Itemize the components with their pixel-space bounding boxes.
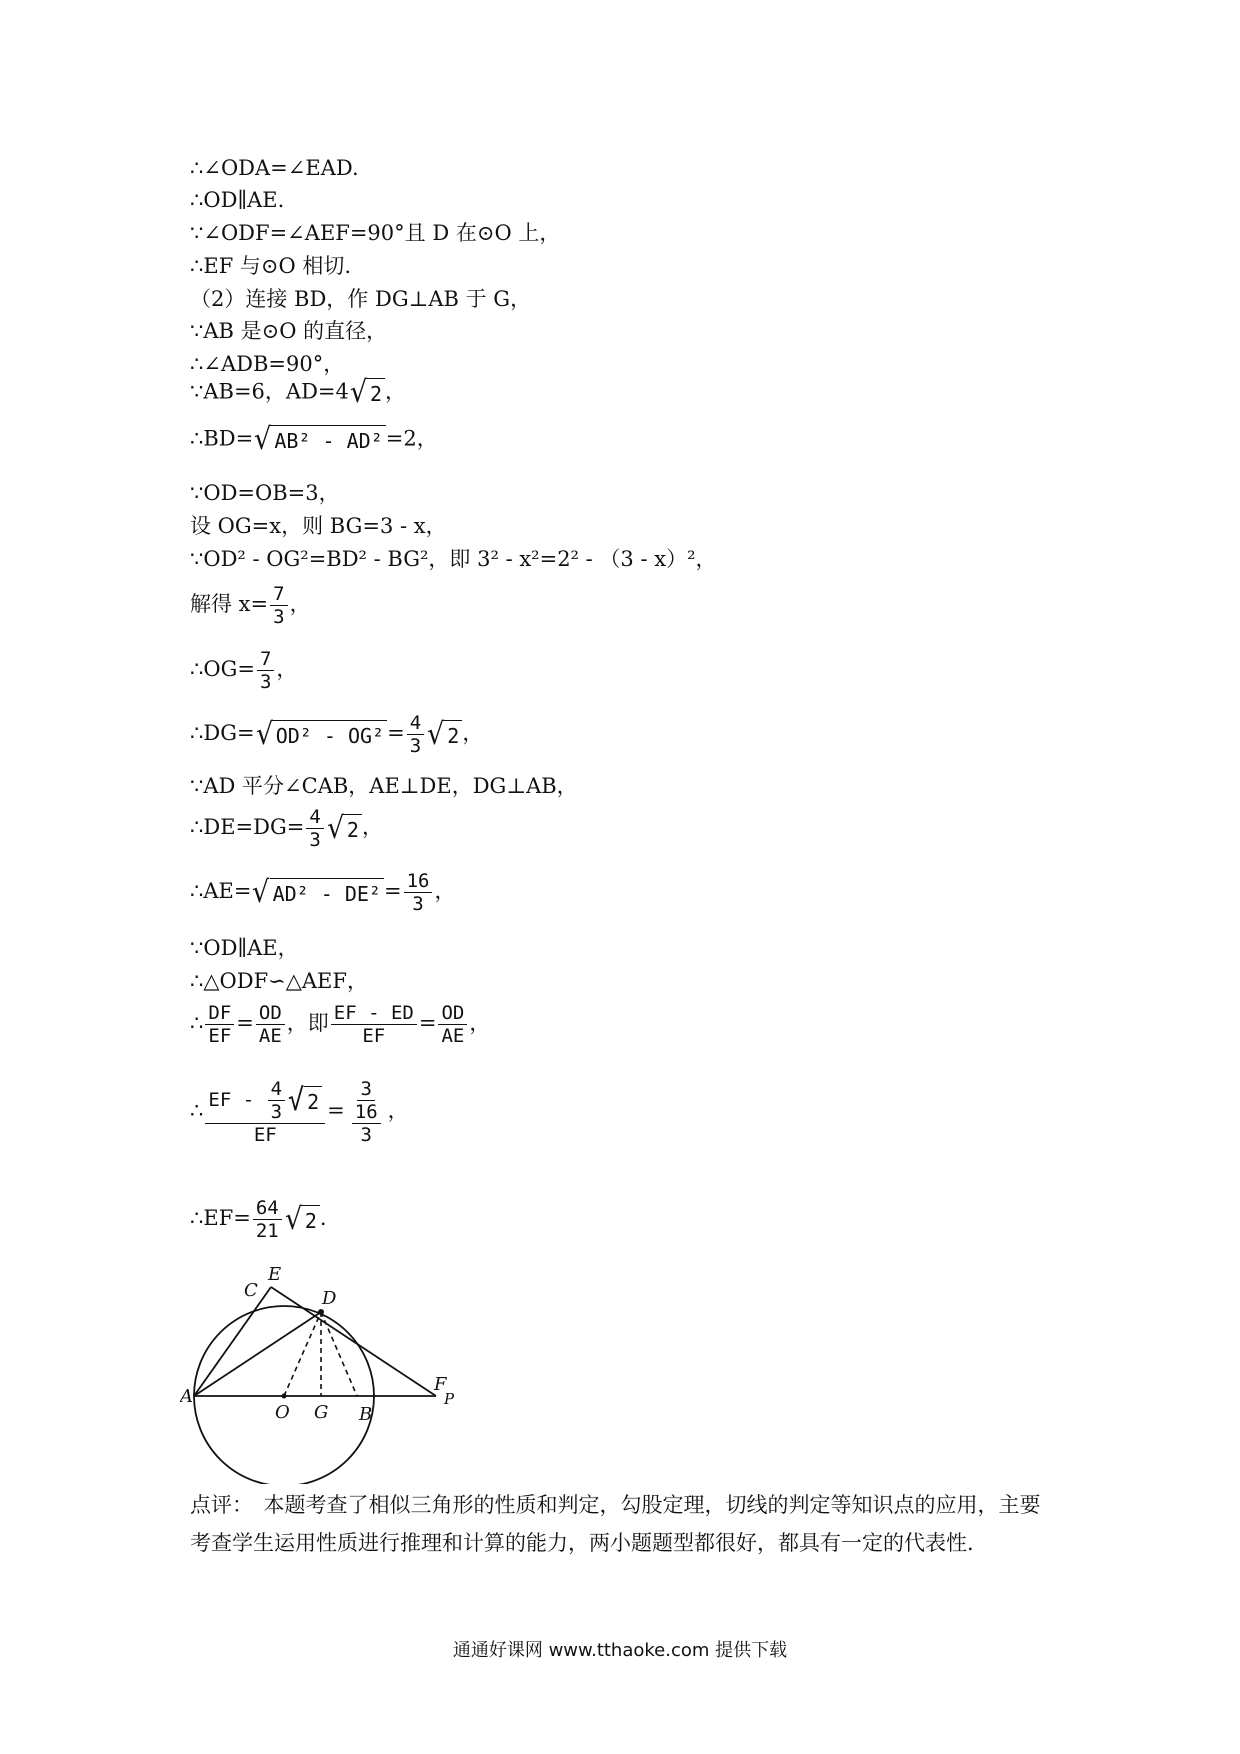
numerator: 4	[306, 806, 323, 829]
numerator: 16	[404, 870, 433, 893]
numerator: 64	[253, 1197, 282, 1220]
fraction	[331, 1002, 417, 1047]
step-line-22	[190, 1078, 409, 1146]
text-segment: ，	[276, 657, 298, 681]
point-o	[282, 1394, 287, 1399]
text-segment: ∴EF=	[190, 1206, 251, 1230]
denominator: 3	[360, 1124, 372, 1146]
step-line-2: ∴OD∥AE.	[190, 188, 285, 212]
fraction	[438, 1002, 467, 1047]
numerator: 7	[257, 648, 274, 671]
label-g: G	[314, 1402, 329, 1423]
denominator: EF	[362, 1025, 386, 1047]
step-line-13	[190, 583, 311, 628]
step-line-9	[190, 422, 438, 457]
sqrt-expression	[349, 375, 385, 410]
fraction	[256, 1002, 285, 1047]
step-line-18	[190, 870, 455, 915]
text-segment: EF -	[208, 1089, 266, 1111]
fraction	[205, 1002, 234, 1047]
fraction	[306, 806, 323, 851]
geometry-figure	[180, 1262, 470, 1484]
label-f: F	[434, 1374, 447, 1395]
radical-sign: √	[284, 1201, 302, 1237]
text-segment: ，	[289, 592, 311, 616]
denominator: 3	[270, 1101, 283, 1123]
radical-sign: √	[287, 1082, 305, 1118]
numerator: EF - ED	[331, 1002, 417, 1025]
step-line-15	[190, 712, 483, 757]
denominator: 3	[412, 893, 424, 915]
sqrt-expression	[426, 716, 462, 752]
radical-sign: √	[349, 375, 368, 410]
segment-ef	[271, 1287, 436, 1396]
step-line-19: ∵OD∥AE，	[190, 936, 299, 960]
step-line-10: ∵OD=OB=3，	[190, 481, 340, 505]
denominator: 3	[409, 735, 422, 757]
step-line-14	[190, 648, 297, 693]
text-segment: ∴OG=	[190, 657, 255, 681]
step-line-21	[190, 1002, 490, 1047]
text-segment: ，	[361, 815, 383, 839]
numerator: 4	[407, 712, 424, 735]
radical-sign: √	[252, 874, 270, 910]
numerator: 3	[357, 1078, 374, 1101]
text-segment: ，	[462, 721, 484, 745]
text-segment: ∴	[190, 1011, 204, 1035]
compound-fraction	[205, 1078, 325, 1146]
denominator: EF	[208, 1025, 232, 1047]
text-segment: ，	[387, 1098, 409, 1123]
label-d: D	[322, 1288, 337, 1309]
text-segment: ∴BD=	[190, 426, 254, 451]
fraction	[253, 1197, 282, 1242]
fraction	[407, 712, 424, 757]
radicand: 2	[304, 1086, 322, 1116]
radical-sign: √	[255, 716, 273, 752]
text-segment: =2，	[385, 426, 438, 451]
text-segment: ∴	[190, 1098, 204, 1123]
radicand: 2	[367, 378, 385, 408]
text-segment: =	[387, 721, 405, 745]
label-o: O	[275, 1402, 290, 1423]
text-segment: =	[236, 1011, 254, 1035]
sqrt-expression	[326, 810, 362, 846]
step-line-23	[190, 1197, 327, 1242]
radical-sign: √	[427, 716, 445, 752]
denominator: EF	[253, 1124, 277, 1146]
fraction	[257, 648, 274, 693]
denominator: 3	[309, 829, 321, 851]
step-line-6: ∵AB 是⊙O 的直径，	[190, 319, 388, 343]
radicand: OD² - OG²	[273, 720, 387, 750]
fraction	[270, 583, 287, 628]
step-line-20: ∴△ODF∽△AEF，	[190, 969, 368, 993]
radicand: 2	[344, 814, 362, 844]
label-a: A	[180, 1386, 193, 1407]
denominator: 3	[259, 671, 272, 693]
radicand: 2	[302, 1205, 320, 1235]
step-line-1: ∴∠ODA=∠EAD.	[190, 156, 359, 180]
numerator: DF	[205, 1002, 234, 1025]
step-line-12: ∵OD² - OG²=BD² - BG²，即 3² - x²=2² - （3 - x）²，	[190, 547, 717, 571]
step-line-16: ∵AD 平分∠CAB，AE⊥DE，DG⊥AB，	[190, 774, 578, 798]
text-segment: ，	[469, 1011, 491, 1035]
text-segment: =	[383, 879, 402, 903]
fraction	[404, 870, 433, 915]
sqrt-expression	[255, 716, 388, 752]
point-d	[318, 1309, 324, 1315]
step-line-8	[190, 375, 407, 410]
text-segment: ，	[385, 379, 407, 404]
label-c: C	[244, 1280, 258, 1301]
radicand: AD² - DE²	[270, 878, 384, 908]
step-line-11: 设 OG=x，则 BG=3 - x，	[190, 514, 447, 538]
numerator: OD	[438, 1002, 467, 1025]
segment-ae	[194, 1287, 271, 1396]
radicand: AB² - AD²	[271, 425, 385, 455]
radical-sign: √	[326, 810, 344, 846]
text-segment: ∴DG=	[190, 721, 255, 745]
text-segment: ∴DE=DG=	[190, 815, 305, 839]
review-comment: 点评： 本题考查了相似三角形的性质和判定，勾股定理，切线的判定等知识点的应用，主要考查学生运用性质进行推理和计算的能力，两小题题型都很好，都具有一定的代表性.	[190, 1493, 1041, 1555]
denominator: AE	[258, 1025, 282, 1047]
numerator: 16	[352, 1101, 381, 1124]
denominator	[347, 1101, 386, 1146]
denominator: AE	[441, 1025, 465, 1047]
text-segment: ∵AB=6，AD=4	[190, 379, 349, 404]
sqrt-expression	[253, 422, 386, 457]
text-segment: ，	[434, 879, 456, 903]
sqrt-expression	[284, 1201, 320, 1237]
step-line-5: （2）连接 BD，作 DG⊥AB 于 G，	[190, 287, 532, 311]
numerator: 4	[268, 1078, 285, 1101]
radical-sign: √	[254, 422, 272, 457]
text-segment: =	[418, 1011, 437, 1035]
numerator: OD	[256, 1002, 285, 1025]
text-segment: ，即	[286, 1011, 329, 1035]
label-p: P	[444, 1390, 455, 1408]
fraction	[268, 1078, 285, 1123]
numerator	[205, 1078, 325, 1124]
text-segment: ∴AE=	[190, 879, 252, 903]
step-line-3: ∵∠ODF=∠AEF=90°且 D 在⊙O 上，	[190, 221, 561, 245]
step-line-7: ∴∠ADB=90°，	[190, 352, 345, 376]
denominator: 21	[255, 1220, 279, 1242]
label-b: B	[359, 1404, 373, 1425]
numerator: 7	[270, 583, 287, 606]
denominator: 3	[273, 606, 285, 628]
label-e: E	[268, 1264, 282, 1285]
text-segment: .	[319, 1206, 327, 1230]
step-line-17	[190, 806, 383, 851]
sqrt-expression	[251, 874, 384, 910]
radicand: 2	[444, 720, 462, 750]
step-line-4: ∴EF 与⊙O 相切.	[190, 254, 352, 278]
sqrt-expression	[287, 1082, 322, 1118]
text-segment: 解得 x=	[190, 592, 269, 616]
footer-credit: 通通好课网 www.tthaoke.com 提供下载	[452, 1640, 788, 1661]
compound-fraction	[347, 1078, 386, 1146]
text-segment: =	[327, 1098, 345, 1123]
fraction	[352, 1101, 381, 1146]
